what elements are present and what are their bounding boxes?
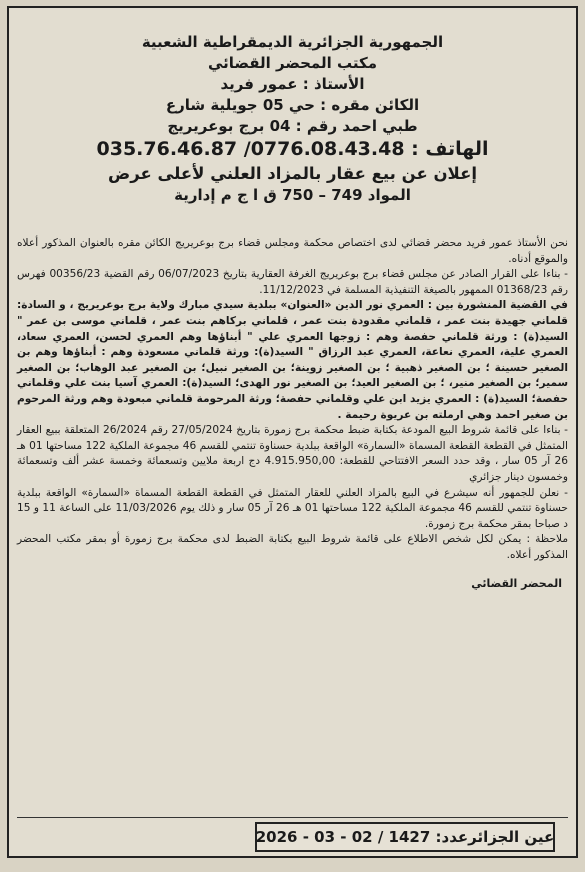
- republic-line: الجمهورية الجزائرية الديمقراطية الشعبية: [141, 33, 444, 51]
- auction-paragraph: - نعلن للجمهور أنه سيشرع في البيع بالمزاد العلني للعقار المتمثل في القطعة القطعة المسماة «السمارة» الواقعة ببلدية حسناوة تنتمي للقسم 46 مجموعة الملكية 122 مساحتها 01 هـ 26 آر 05 سار و ذلك يوم 11/03/2026 على الساعة 11 و 15 د صباحا بمقر محكمة برج زمورة.: [17, 486, 568, 530]
- divider: [17, 817, 568, 818]
- signature: المحضر القضائي: [471, 577, 562, 591]
- note-paragraph: ملاحظة : يمكن لكل شخص الاطلاع على قائمة شروط البيع بكتابة الضبط لدى محكمة برج زمورة أو بمقر مكتب المحضر المذكور أعلاه.: [17, 533, 568, 561]
- newspaper-issue: عين الجزائرعدد: 1427 / 02 - 03 - 2026: [255, 828, 555, 846]
- office-line: مكتب المحضر القضائي: [208, 54, 377, 72]
- notice-header: [9, 8, 576, 206]
- bailiff-name: الأستاذ : عمور فريد: [220, 75, 365, 93]
- newspaper-issue-box: [255, 822, 555, 852]
- intro-paragraph: نحن الأستاذ عمور فريد محضر قضائي لدى اختصاص محكمة ومجلس قضاء برج بوعريريج الكائن مقره بالعنوان المذكور أعلاه والموقع أدناه.: [17, 237, 568, 265]
- notice-body: [17, 236, 568, 563]
- address-line-1: الكائن مقره : حي 05 جويلية شارع: [165, 96, 420, 114]
- address-line-2: طبي احمد رقم : 04 برج بوعريريج: [167, 117, 418, 135]
- legal-articles: المواد 749 – 750 ق ا ج م إدارية: [174, 186, 411, 204]
- conditions-paragraph: - بناءا على قائمة شروط البيع المودعة بكتابة ضبط محكمة برج زمورة بتاريخ 27/05/2024 رقم 26/2024 المتعلقة ببيع العقار المتمثل في القطعة القطعة المسماة «السمارة» الواقعة ببلدية حسناوة تنتمي للقسم 46 مجموعة الملكية 122 مساحتها 01 هـ 26 آر 05 سار ، وقد حدد السعر الافتتاحي للقطعة: 4.915.950,00 دج اربعة ملايين وتسعمائة وخمسة عشر ألف وتسعمائة وخمسون دينار جزائري: [17, 424, 569, 483]
- phone-line: الهاتف : 0776.08.43.48/ 035.76.46.87: [96, 138, 489, 160]
- decision-paragraph: - بناءا على القرار الصادر عن مجلس قضاء برج بوعريريج الغرفة العقارية بتاريخ 06/07/2023 رقم القضية 00356/23 فهرس رقم 01368/23 الممهور بالصيغة التنفيذية المسلمة في 11/12/2023.: [17, 268, 568, 296]
- parties-paragraph: في القضية المنشورة بين : العمري نور الدين «العنوان» ببلدية سيدي مبارك ولاية برج بوعريريج ، و السادة: قلماني جهيدة بنت عمر ، قلماني مقدودة بنت عمر ، قلماني بركاهم بنت عمر ، قلماني موسى بن عمر " السيد(ة) : ورثة قلماني حفصة وهم : زوجها العمري علي " أبناؤها وهم العمري لحسن، العمري سعاد، العمري علية، العمري نعاعة، العمري عبد الرزاق " السيد(ة): ورثة قلماني مسعودة وهم : أبناؤها وهم بن الصغير حسينة ؛ بن الصغير ذهبية ؛ بن الصغير زوينة؛ بن الصغير نبيل؛ بن الصغير عبد الوهاب؛ بن الصغير سمير؛ بن الصغير منير، ؛ بن الصغير العيد؛ بن الصغير نور الهدى؛ السيد(ة): العمري آسيا بنت علي وقلماني حفصة؛ السيد(ة) : العمري يزيد ابن علي وقلماني حفصة؛ ورثة المرحومة قلماني مبعودة وهم ورثة المرحوم بن صغير احمد وهي ارملته بن عريوة رحيمة .: [17, 299, 568, 421]
- notice-title: إعلان عن بيع عقار بالمزاد العلني لأعلى عرض: [108, 164, 477, 183]
- legal-notice: [7, 6, 578, 858]
